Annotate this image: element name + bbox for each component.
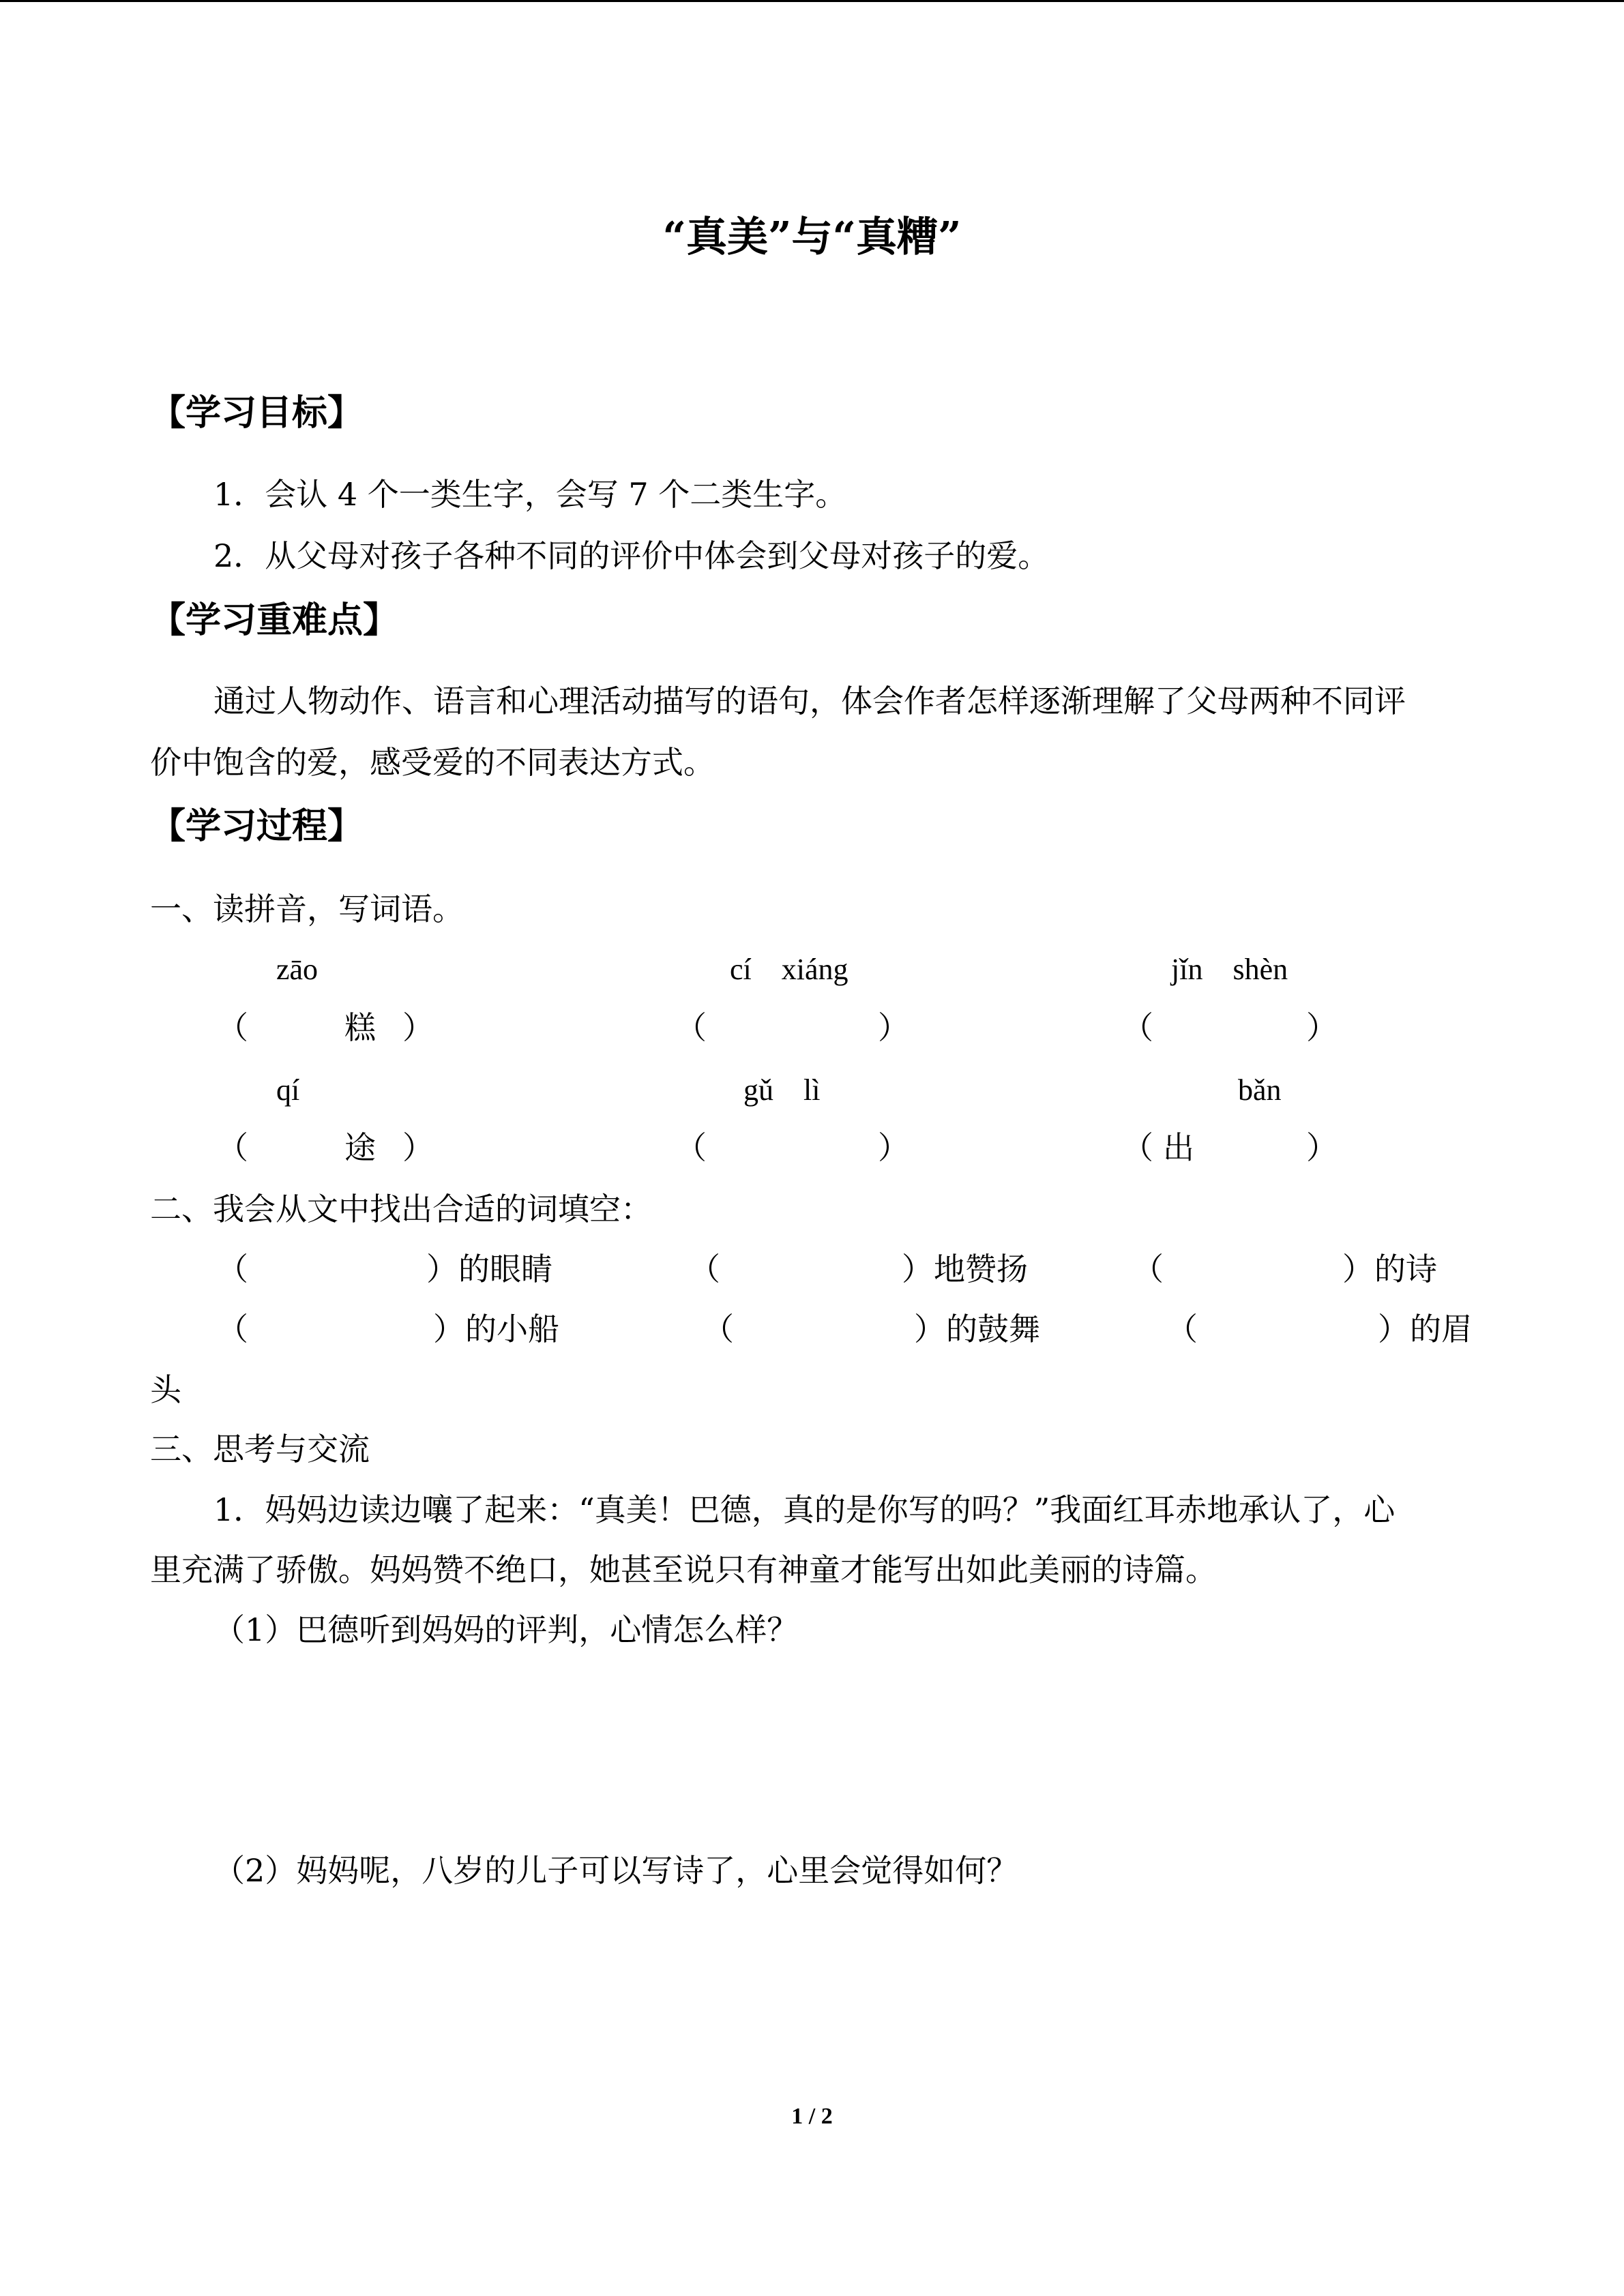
fill-suffix: 的眉 (1410, 1311, 1473, 1347)
fill-suffix: 地赞扬 (934, 1251, 1028, 1287)
fill-suffix: 的小船 (465, 1311, 559, 1347)
paren-close: ） (914, 1311, 945, 1347)
given-char: 途 (344, 1129, 376, 1166)
paren-open: （ (1122, 1129, 1153, 1166)
pinyin-qi: qí (276, 1073, 300, 1107)
paren-open: （ (675, 1009, 707, 1046)
fill-suffix: 的鼓舞 (946, 1311, 1040, 1347)
answer-area-1[interactable] (213, 1657, 1441, 1848)
paren-open: （ (675, 1129, 707, 1166)
question-1: （1）巴德听到妈妈的评判，心情怎么样？ (213, 1611, 799, 1648)
paren-open: （ (1132, 1251, 1164, 1287)
paren-close: ） (426, 1251, 458, 1287)
page-title: “真美”与“真糟” (662, 213, 962, 261)
pinyin-zao: zāo (276, 953, 319, 986)
paren-open: （ (1122, 1009, 1153, 1046)
goal-item-1: 1．会认 4 个一类生字，会写 7 个二类生字。 (213, 476, 847, 513)
paren-close: ） (1306, 1009, 1338, 1046)
paren-open: （ (217, 1251, 248, 1287)
top-border-line (0, 0, 1624, 2)
paren-close: ） (402, 1009, 434, 1046)
paren-close: ） (878, 1129, 909, 1166)
heading-key-points: 【学习重难点】 (150, 599, 399, 641)
fill-suffix: 的眼睛 (458, 1251, 552, 1287)
goal-item-2: 2．从父母对孩子各种不同的评价中体会到父母对孩子的爱。 (213, 537, 1050, 574)
heading-learning-goals: 【学习目标】 (150, 392, 364, 434)
answer-area-2[interactable] (213, 1903, 1441, 2080)
paren-close: ） (1342, 1251, 1374, 1287)
pinyin-ban: bǎn (1238, 1073, 1282, 1107)
pinyin-cixiang: cí xiáng (730, 953, 848, 986)
passage-line-2: 里充满了骄傲。妈妈赞不绝口，她甚至说只有神童才能写出如此美丽的诗篇。 (150, 1551, 1217, 1588)
section3-title: 三、思考与交流 (150, 1431, 370, 1467)
paren-open: （ (217, 1311, 248, 1347)
section1-title: 一、读拼音，写词语。 (150, 891, 464, 927)
paren-close: ） (1306, 1129, 1338, 1166)
heading-learning-process: 【学习过程】 (150, 805, 364, 847)
paren-close: ） (433, 1311, 464, 1347)
pinyin-jinshen: jǐn shèn (1171, 953, 1288, 986)
keypoints-line-2: 价中饱含的爱，感受爱的不同表达方式。 (150, 744, 715, 781)
given-char: 糕 (344, 1009, 376, 1046)
pinyin-guli: gǔ lì (743, 1073, 821, 1107)
fill-suffix: 的诗 (1374, 1251, 1437, 1287)
page-number: 1 / 2 (791, 2104, 833, 2129)
section2-title: 二、我会从文中找出合适的词填空： (150, 1191, 652, 1227)
given-char: 出 (1163, 1129, 1194, 1166)
paren-close: ） (402, 1129, 434, 1166)
keypoints-line-1: 通过人物动作、语言和心理活动描写的语句，体会作者怎样逐渐理解了父母两种不同评 (213, 683, 1406, 719)
paren-open: （ (1166, 1311, 1198, 1347)
paren-open: （ (217, 1009, 248, 1046)
paren-close: ） (878, 1009, 909, 1046)
paren-open: （ (689, 1251, 720, 1287)
question-2: （2）妈妈呢，八岁的儿子可以写诗了，心里会觉得如何？ (213, 1852, 1018, 1889)
passage-line-1: 1．妈妈边读边嚷了起来：“真美！巴德，真的是你写的吗？”我面红耳赤地承认了，心 (213, 1491, 1396, 1528)
paren-open: （ (217, 1129, 248, 1166)
paren-open: （ (703, 1311, 734, 1347)
paren-close: ） (902, 1251, 933, 1287)
paren-close: ） (1378, 1311, 1409, 1347)
fill-wrap-text: 头 (150, 1371, 181, 1408)
